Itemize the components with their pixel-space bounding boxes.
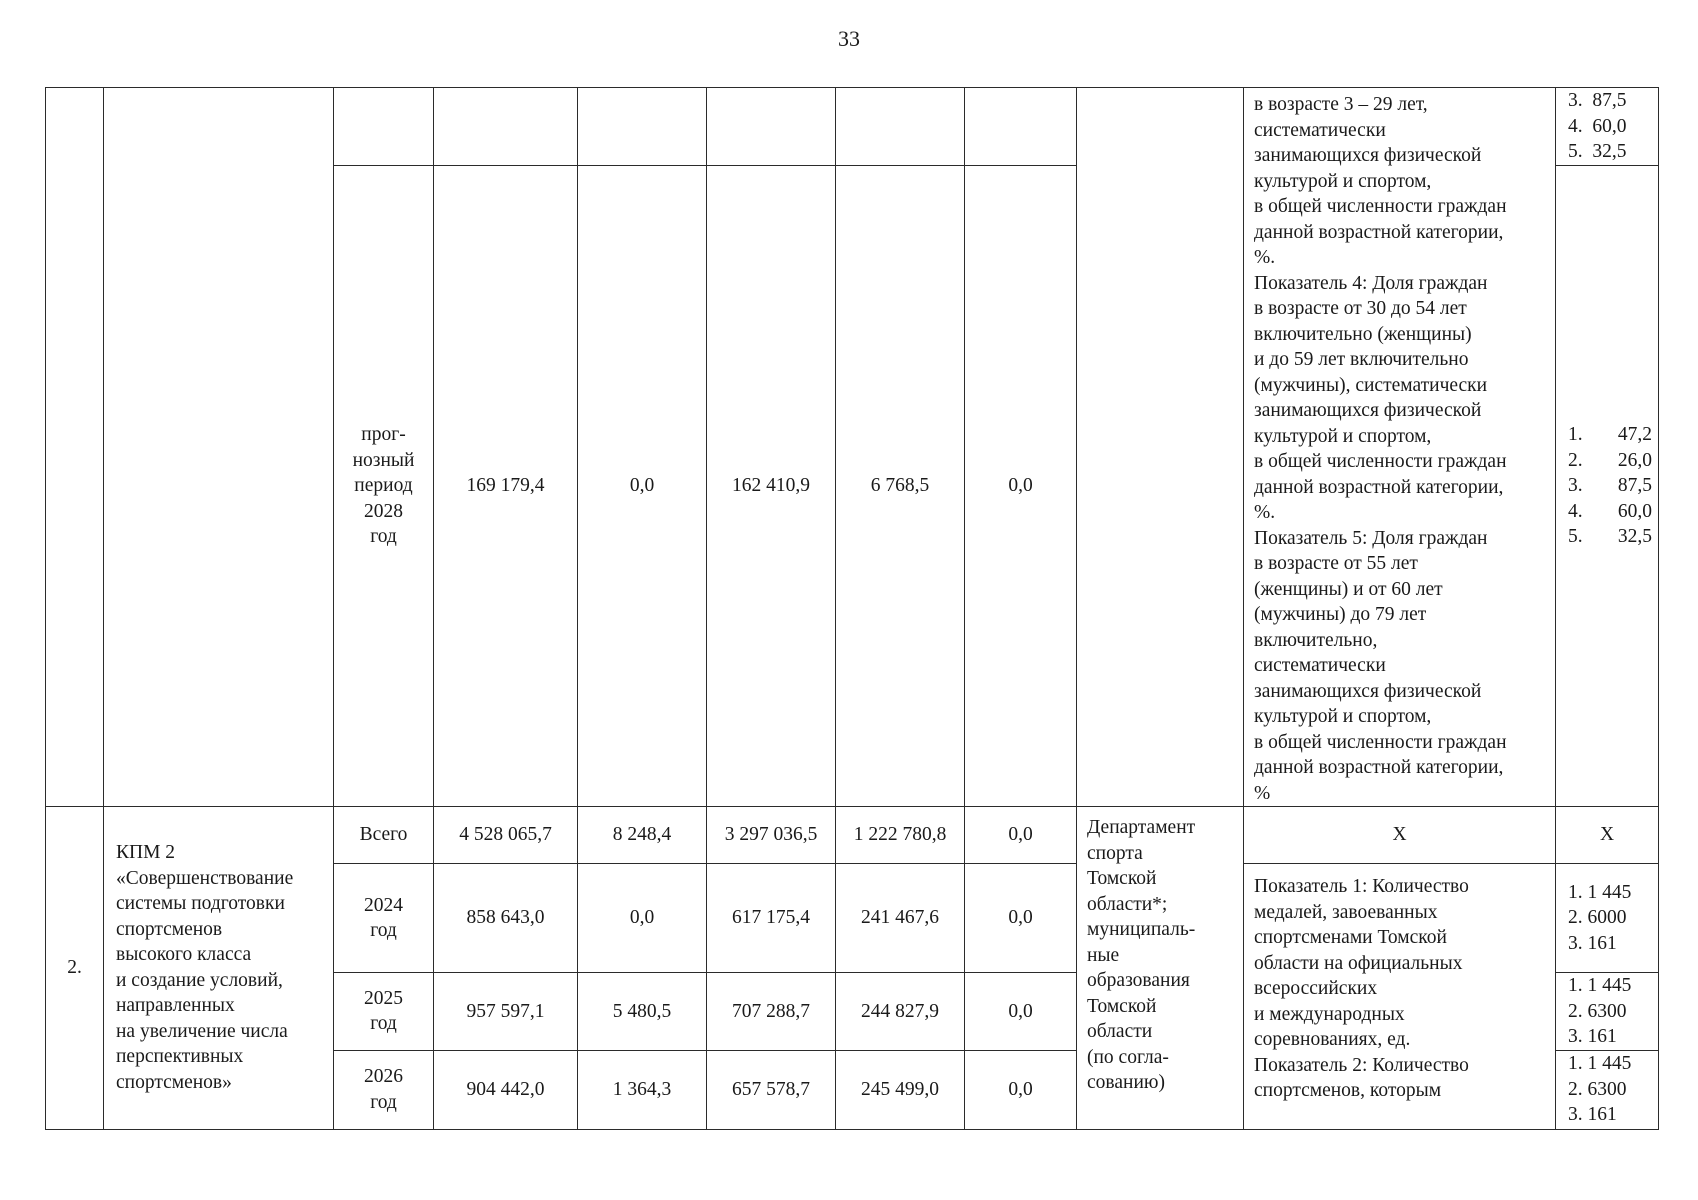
row2-2026-local: 245 499,0: [836, 1050, 965, 1129]
row2-total-local: 1 222 780,8: [836, 807, 965, 864]
row2-total-sum: 4 528 065,7: [434, 807, 578, 864]
row2-responsible: Департамент спорта Томской области*; муниципаль- ные образования Томской области (по согла- сованию): [1077, 807, 1244, 1130]
forecast-local: 6 768,5: [836, 166, 965, 807]
row1-number-cell: [46, 88, 104, 807]
row2-2026-values: 1. 1 445 2. 6300 3. 161: [1556, 1050, 1659, 1129]
row1-prev-total-cell: [434, 88, 578, 166]
row1-responsible-cell: [1077, 88, 1244, 807]
row2-title: КПМ 2 «Совершенствование системы подготовки спортсменов высокого класса и создание условий, направленных на увеличение числа перспективных спортсменов»: [104, 807, 334, 1130]
value-line: 5. 32,5: [1568, 526, 1652, 548]
row2-2024-federal: 0,0: [578, 864, 707, 973]
row2-2025-values: 1. 1 445 2. 6300 3. 161: [1556, 973, 1659, 1051]
row1-prev-regional-cell: [707, 88, 836, 166]
row2-total-label: Всего: [334, 807, 434, 864]
row2-total-regional: 3 297 036,5: [707, 807, 836, 864]
forecast-total: 169 179,4: [434, 166, 578, 807]
row2-total-other: 0,0: [965, 807, 1077, 864]
row2-2024-total: 858 643,0: [434, 864, 578, 973]
value-line: 2. 26,0: [1568, 449, 1652, 471]
row2-2025-regional: 707 288,7: [707, 973, 836, 1051]
row2-2024-values: 1. 1 445 2. 6000 3. 161: [1556, 864, 1659, 973]
row2-2024-regional: 617 175,4: [707, 864, 836, 973]
row2-2025-local: 244 827,9: [836, 973, 965, 1051]
row2-2024-local: 241 467,6: [836, 864, 965, 973]
forecast-values-cell: [1556, 166, 1659, 807]
row2-2026-regional: 657 578,7: [707, 1050, 836, 1129]
table-row: [46, 807, 1659, 864]
row2-number: 2.: [46, 807, 104, 1130]
value-line: 3. 87,5: [1568, 90, 1627, 112]
row2-2026-other: 0,0: [965, 1050, 1077, 1129]
row2-indicator-text: Показатель 1: Количество медалей, завоеванных спортсменами Томской области на официальных всероссийских и международных соревнованиях, ед. Показатель 2: Количество спортсменов, которым: [1244, 864, 1556, 1130]
value-line: 3. 87,5: [1568, 475, 1652, 497]
row2-total-federal: 8 248,4: [578, 807, 707, 864]
value-line: 4. 60,0: [1568, 115, 1627, 137]
row1-prev-federal-cell: [578, 88, 707, 166]
row1-prev-other-cell: [965, 88, 1077, 166]
table-row: [46, 88, 1659, 166]
forecast-federal: 0,0: [578, 166, 707, 807]
budget-table: [45, 87, 1659, 1130]
row1-prev-values-cell: [1556, 88, 1659, 166]
row2-2025-other: 0,0: [965, 973, 1077, 1051]
row2-year-2025: 2025 год: [334, 973, 434, 1051]
row2-2025-total: 957 597,1: [434, 973, 578, 1051]
row1-prev-period-cell: [334, 88, 434, 166]
row2-indicator-x: Х: [1244, 807, 1556, 864]
value-line: 5. 32,5: [1568, 141, 1627, 163]
row2-2026-federal: 1 364,3: [578, 1050, 707, 1129]
row1-prev-local-cell: [836, 88, 965, 166]
row2-year-2024: 2024 год: [334, 864, 434, 973]
row2-2024-other: 0,0: [965, 864, 1077, 973]
value-line: 1. 47,2: [1568, 424, 1652, 446]
row2-2026-total: 904 442,0: [434, 1050, 578, 1129]
value-line: 4. 60,0: [1568, 500, 1652, 522]
forecast-regional: 162 410,9: [707, 166, 836, 807]
row1-indicator-text: в возрасте 3 – 29 лет, систематически занимающихся физической культурой и спортом, в общей численности граждан данной возрастной категории, %. Показатель 4: Доля граждан в возрасте от 30 до 54 лет включительно (женщины) и до 59 лет включительно (мужчины), систематически занимающихся физической культурой и спортом, в общей численности граждан данной возрастной категории, %. Показатель 5: Доля граждан в возрасте от 55 лет (женщины) и от 60 лет (мужчины) до 79 лет включительно, систематически занимающихся физической культурой и спортом, в общей численности граждан данной возрастной категории, %: [1244, 88, 1556, 807]
row2-2025-federal: 5 480,5: [578, 973, 707, 1051]
row2-year-2026: 2026 год: [334, 1050, 434, 1129]
row1-title-cell: [104, 88, 334, 807]
page-number: 33: [838, 26, 860, 51]
row2-values-x: Х: [1556, 807, 1659, 864]
forecast-period-label: прог- нозный период 2028 год: [334, 166, 434, 807]
forecast-other: 0,0: [965, 166, 1077, 807]
